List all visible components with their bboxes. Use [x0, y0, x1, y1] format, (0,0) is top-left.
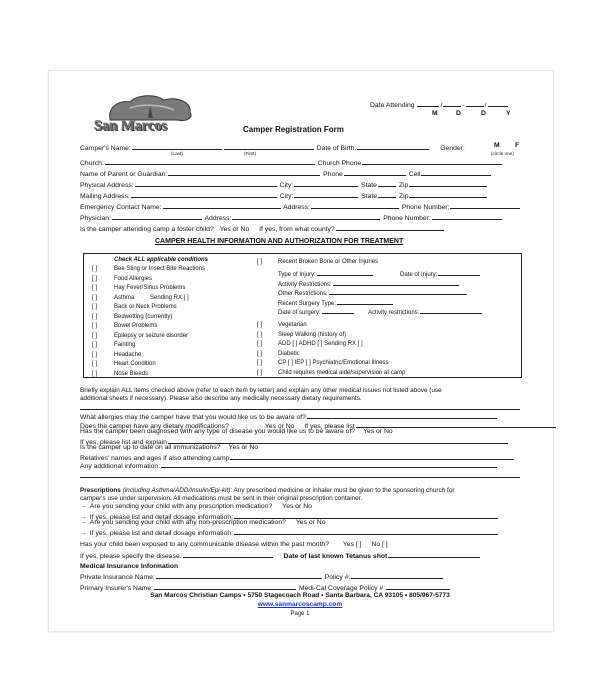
last-label: (Last): [171, 151, 183, 156]
condition-label: Fainting: [114, 342, 136, 348]
condition-checkbox[interactable]: [ ]: [92, 304, 98, 310]
injury-sub-input[interactable]: [322, 306, 354, 314]
tetanus-field[interactable]: [388, 550, 480, 558]
date-part-d: D: [456, 110, 461, 117]
injury-checkbox[interactable]: [ ]: [257, 259, 263, 265]
physical-address-field[interactable]: [135, 179, 277, 187]
condition-label: Bowel Problems: [114, 323, 158, 329]
exposure-row: Has your child been exposed to any communicable disease within the past month? Yes [ ] No [ ]: [80, 541, 388, 548]
immunizations-row: Is the camper up to date on all immunizations? Yes or No: [80, 444, 259, 451]
injury-sub-input[interactable]: [337, 297, 393, 305]
dietary-field[interactable]: [356, 420, 556, 428]
page-number: Page 1: [290, 611, 310, 617]
year-field[interactable]: [488, 99, 508, 107]
condition-label: Bedwetting (currently): [114, 313, 173, 320]
condition-checkbox[interactable]: [ ]: [92, 313, 98, 320]
relatives-row: Relatives' names and ages if also attending camp: [80, 452, 515, 463]
condition-checkbox[interactable]: [ ]: [92, 370, 98, 377]
allergies-row: What allergies may the camper have that you would like us to be aware of?: [80, 411, 498, 422]
health-section-title: CAMPER HEALTH INFORMATION AND AUTHORIZATION FOR TREATMENT: [155, 238, 404, 245]
condition-label: Asthma: [114, 294, 135, 301]
campers-name-row: Camper's Name: Date of Birth: Gender:: [80, 142, 465, 153]
rx-yes-no[interactable]: Yes or No: [282, 503, 312, 510]
physician-row: Physician: Address: Phone Number:: [80, 212, 503, 223]
condition-label: Headache: [114, 351, 142, 358]
mailing-state-field[interactable]: [378, 190, 396, 198]
gender-f[interactable]: F: [515, 142, 520, 149]
physical-state-field[interactable]: [378, 179, 396, 187]
parent-field[interactable]: [168, 168, 320, 176]
injury-sub-input[interactable]: [438, 268, 480, 276]
injury-sub-input[interactable]: [329, 287, 467, 295]
condition-checkbox[interactable]: [ ]: [92, 294, 98, 301]
physical-city-field[interactable]: [294, 179, 358, 187]
nonrx-yes-no[interactable]: Yes or No: [295, 519, 326, 526]
condition-label: Nose Bleeds: [114, 370, 149, 377]
footer-address: San Marcos Christian Camps • 5750 Stagecoach Road • Santa Barbara, CA 93105 • 805/967-5773: [150, 592, 450, 599]
condition-label: CP [ ] IEP [ ] Psychiatric/Emotional Illness: [278, 360, 389, 366]
circle-label: (circle one): [491, 151, 514, 156]
private-insurance-field[interactable]: [156, 571, 322, 579]
condition-checkbox[interactable]: [ ]: [92, 351, 98, 358]
gender-m[interactable]: M: [494, 142, 500, 149]
injury-sub-field: Date of surgery:: [278, 306, 355, 317]
prescriptions-row: Prescriptions (including Asthma/ADD/Insulin/Epi-kit): Any prescribed medicine or inhaler must be given to the sponsoring church for: [80, 487, 455, 494]
condition-label: Epilepsy or seizure disorder: [114, 332, 189, 339]
condition-label: ADD [ ] ADHD [ ] Sending RX [ ]: [278, 341, 363, 347]
foster-row: Is the camper attending camp a foster child? Yes or No If yes, from what county?: [80, 223, 445, 234]
medi-cal-field[interactable]: [386, 582, 450, 590]
injury-sub-field: Date of Injury:: [400, 268, 481, 279]
condition-checkbox[interactable]: [ ]: [257, 350, 263, 357]
disease-specify-row: If yes, please specify the disease. Date of last known Tetanus shot: [80, 550, 481, 561]
condition-label: Heart Condition: [114, 361, 156, 367]
injury-sub-field: Activity Restrictions:: [278, 278, 460, 289]
date-part-m: M: [432, 110, 438, 117]
injury-sub-input[interactable]: [420, 306, 482, 314]
physical-address-row: Physical Address: City: State Zip: [80, 179, 488, 190]
immunizations-yes-no[interactable]: Yes or No: [228, 444, 259, 451]
dietary-yes-no[interactable]: Yes or No: [264, 423, 295, 430]
emergency-row: Emergency Contact Name: Address: Phone Number:: [80, 201, 521, 212]
private-policy-field[interactable]: [351, 571, 443, 579]
day2-field[interactable]: [466, 99, 484, 107]
checklist-header: Check ALL applicable conditions: [114, 257, 209, 263]
physician-phone-field[interactable]: [432, 212, 502, 220]
month-field[interactable]: [417, 99, 439, 107]
allergies-field[interactable]: [307, 411, 497, 419]
rx-dosage-row: → If yes, please list and detail dosage information:: [80, 511, 499, 522]
church-row: Church: Church Phone: [80, 157, 503, 168]
condition-label: Child requires medical aide/supervision at camp: [278, 369, 406, 376]
injury-sub-input[interactable]: [333, 278, 459, 286]
primary-insurer-field[interactable]: [154, 582, 296, 590]
physical-zip-field[interactable]: [409, 179, 487, 187]
exposure-yes[interactable]: Yes [ ]: [342, 541, 362, 548]
condition-checkbox[interactable]: [ ]: [257, 369, 263, 376]
condition-checkbox[interactable]: [ ]: [92, 266, 98, 272]
disease-explain-field[interactable]: [168, 436, 508, 444]
mailing-address-field[interactable]: [131, 190, 277, 198]
condition-checkbox[interactable]: [ ]: [92, 332, 98, 339]
emergency-address-field[interactable]: [311, 201, 399, 209]
explain-text-1: Briefly explain ALL items checked above (refer to each item by letter) and explain any other medical issues not listed above (use: [80, 387, 442, 394]
physician-field[interactable]: [112, 212, 202, 220]
disease-yes-no[interactable]: Yes or No: [363, 428, 393, 435]
condition-checkbox[interactable]: [ ]: [92, 275, 98, 282]
page-title: Camper Registration Form: [243, 125, 344, 134]
dob-field[interactable]: [357, 142, 429, 150]
disease-specify-field[interactable]: [183, 550, 273, 558]
mailing-zip-field[interactable]: [409, 190, 487, 198]
nonrx-question-row: → Are you sending your child with any non-prescription medication? Yes or No: [80, 519, 326, 526]
condition-label: Food Allergies: [114, 275, 153, 282]
relatives-field[interactable]: [230, 452, 514, 460]
foster-yes-no[interactable]: Yes or No: [219, 226, 250, 233]
asthma-rx-checkbox[interactable]: Sending RX [ ]: [150, 294, 189, 301]
injury-sub-field: Activity restrictions:: [368, 306, 483, 317]
mailing-address-row: Mailing Address: City: State Zip: [80, 190, 488, 201]
explain-text-2: additional sheets if necessary). Please also describe any medically necessary dietary requirements.: [80, 395, 362, 402]
rx-dosage-field[interactable]: [234, 511, 498, 519]
injury-sub-field: Type of Injury:: [278, 268, 374, 279]
day-field[interactable]: [443, 99, 461, 107]
mailing-city-field[interactable]: [294, 190, 358, 198]
injury-label: Recent Broken Bone or Other Injuries: [278, 259, 379, 265]
county-field[interactable]: [336, 223, 444, 231]
condition-label: Vegetarian: [278, 322, 307, 328]
last-name-field[interactable]: [132, 142, 222, 150]
church-field[interactable]: [105, 157, 315, 165]
condition-checkbox[interactable]: [ ]: [257, 322, 263, 328]
parent-cell-field[interactable]: [421, 168, 491, 176]
condition-checkbox[interactable]: [ ]: [257, 331, 263, 338]
exposure-no[interactable]: No [ ]: [371, 541, 388, 548]
condition-checkbox[interactable]: [ ]: [257, 360, 263, 366]
additional-info-field[interactable]: [161, 460, 497, 468]
condition-checkbox[interactable]: [ ]: [92, 342, 98, 348]
parent-phone-field[interactable]: [344, 168, 406, 176]
nonrx-dosage-row: → If yes, please list and detail dosage information:: [80, 527, 499, 538]
church-phone-field[interactable]: [362, 157, 502, 165]
disease-explain-row: If yes, please list and explain: [80, 436, 509, 447]
injury-sub-input[interactable]: [317, 268, 373, 276]
condition-checkbox[interactable]: [ ]: [92, 323, 98, 329]
additional-line[interactable]: [80, 477, 520, 478]
footer-link-wrap: [0, 601, 600, 609]
date-attending: Date Attending / - /: [370, 99, 509, 110]
explain-line-1[interactable]: [80, 409, 520, 410]
nonrx-dosage-field[interactable]: [234, 527, 498, 535]
date-part-d2: D: [481, 110, 486, 117]
insurance-title: Medical Insurance Information: [80, 563, 179, 570]
disease-row: Has the camper been diagnosed with any type of disease you would like us to be aware of? Yes or No: [80, 428, 393, 435]
emergency-phone-field[interactable]: [450, 201, 520, 209]
injury-sub-field: Other Restrictions:: [278, 287, 468, 298]
parent-row: Name of Parent or Guardian: Phone Cell: [80, 168, 492, 179]
additional-info-row: Any additional information:: [80, 460, 498, 471]
condition-checkbox[interactable]: [ ]: [257, 341, 263, 347]
emergency-name-field[interactable]: [163, 201, 281, 209]
first-name-field[interactable]: [224, 142, 314, 150]
rx-question-row: → Are you sending your child with any prescription medication? Yes or No: [80, 503, 312, 510]
condition-checkbox[interactable]: [ ]: [92, 361, 98, 367]
physician-address-field[interactable]: [232, 212, 380, 220]
condition-checkbox[interactable]: [ ]: [92, 285, 98, 291]
primary-insurer-row: Primary Insurer's Name: Medi-Cal Coverage Policy #:: [80, 582, 451, 593]
first-label: (First): [244, 151, 256, 156]
condition-label: Bee Sting or Insect Bite Reactions: [114, 266, 206, 272]
condition-label: Back or Neck Problems: [114, 304, 177, 310]
injury-sub-field: Recent Surgery Type:: [278, 297, 394, 308]
condition-label: Diabetic: [278, 350, 300, 357]
condition-label: Sleep Walking (history of): [278, 331, 347, 338]
prescriptions-note: camper's use under supervision. All medications must be sent in their original prescription container.: [80, 495, 363, 502]
private-insurance-row: Private Insurance Name: Policy #:: [80, 571, 444, 582]
logo-text: San Marcos: [94, 118, 167, 134]
condition-label: Hay Fever/Sinus Problems: [114, 285, 186, 291]
dietary-row: Does the camper have any dietary modifications? Yes or No If yes, please list: [80, 420, 557, 431]
website-link[interactable]: www.sanmarcoscamp.com: [257, 601, 343, 608]
date-part-y: Y: [506, 110, 511, 117]
